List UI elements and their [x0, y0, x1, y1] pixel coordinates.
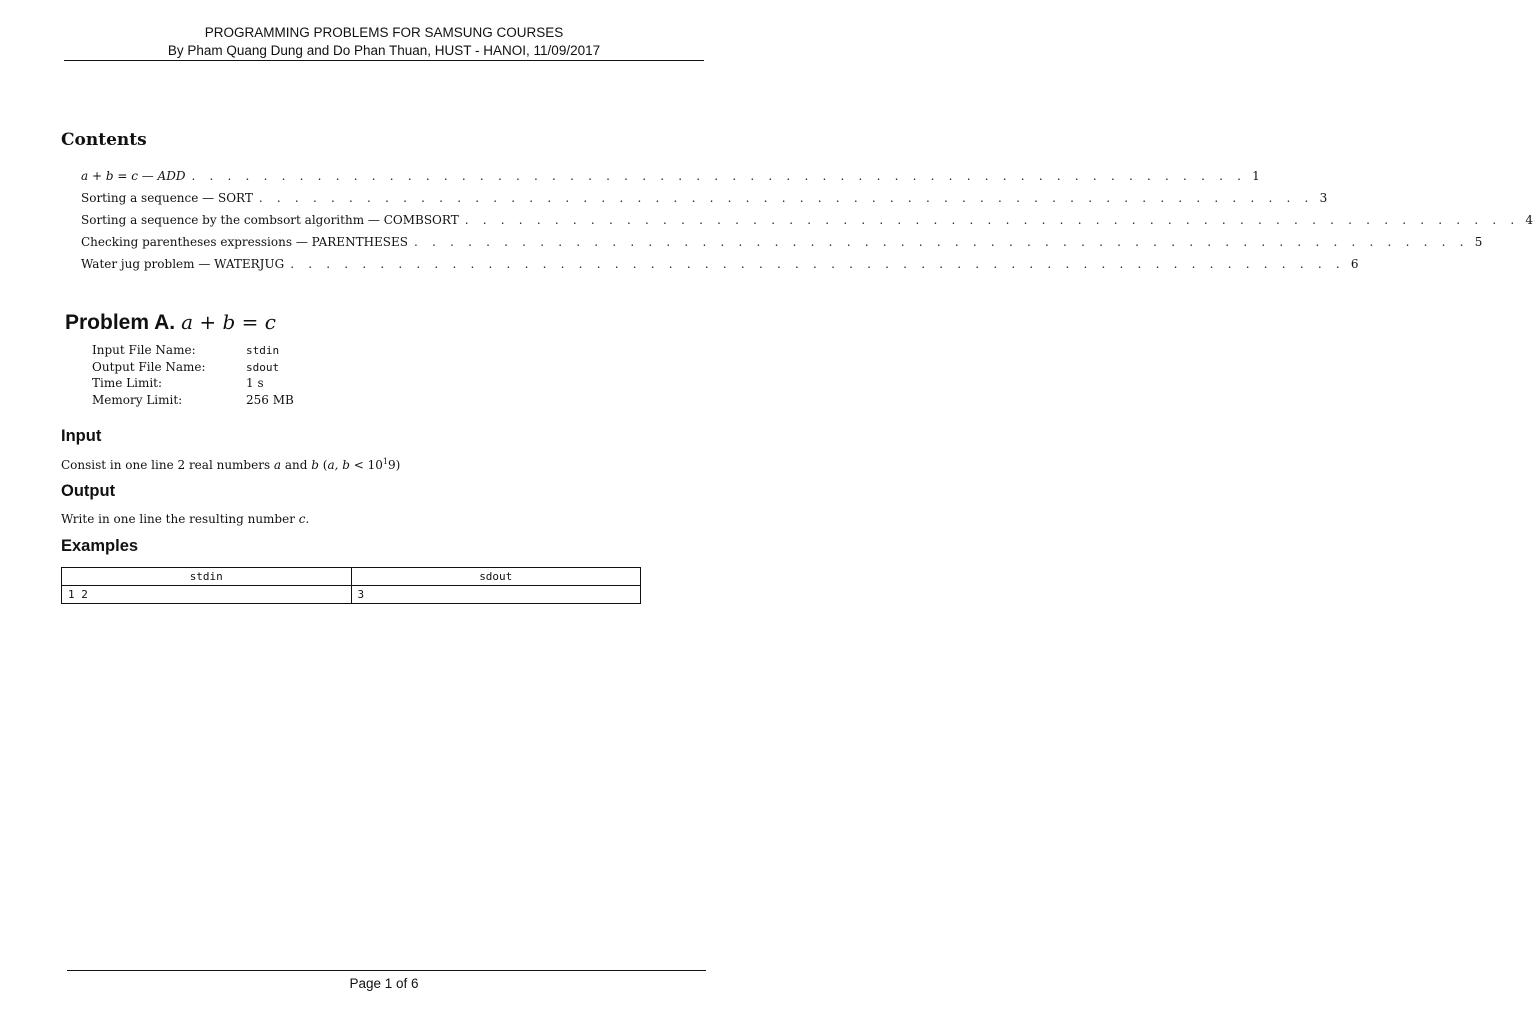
output-heading: Output	[61, 482, 116, 500]
meta-key: Input File Name:	[92, 343, 196, 357]
toc-item-page: 1	[1252, 169, 1260, 183]
toc-item-page: 5	[1474, 235, 1483, 249]
problem-label: Problem A.	[65, 311, 176, 334]
toc-leader-dots: . . . . . . . . . . . . . . . . . . . . . . . . . . . . . . . . . . . . . . . . . . . . . . . . . . . . . . . . . . .	[464, 213, 1520, 227]
toc-item[interactable]	[81, 191, 1328, 213]
toc-item-label: Water jug problem — WATERJUG	[81, 257, 285, 271]
meta-value: stdin	[246, 344, 280, 357]
output-description: Write in one line the resulting number c.	[61, 512, 310, 526]
table-header-row	[62, 568, 641, 586]
toc-item-page: 4	[1525, 213, 1533, 227]
input-description: Consist in one line 2 real numbers a and b (a, $b < 10^19$)	[61, 457, 401, 472]
toc-item[interactable]	[81, 169, 1260, 191]
meta-key: Time Limit:	[92, 376, 163, 390]
table-of-contents	[81, 169, 1533, 279]
toc-item-label: Sorting a sequence by the combsort algorithm — COMBSORT	[81, 213, 459, 227]
table-cell-stdin: 1 2	[62, 586, 352, 604]
meta-row	[92, 360, 294, 377]
table-cell-sdout: 3	[351, 586, 641, 604]
meta-key: Output File Name:	[92, 359, 206, 374]
problem-formula: a + b = c	[181, 310, 276, 334]
examples-heading: Examples	[61, 537, 139, 555]
input-heading: Input	[61, 427, 102, 445]
toc-item[interactable]	[81, 235, 1483, 257]
toc-item-page: 3	[1319, 191, 1328, 205]
table-row	[62, 586, 641, 604]
meta-row	[92, 343, 294, 360]
meta-row	[92, 393, 294, 410]
toc-item-page: 6	[1350, 257, 1359, 271]
header-divider	[64, 60, 704, 61]
problem-title	[65, 310, 276, 335]
page-header	[0, 24, 768, 60]
meta-value: 1 s	[246, 376, 264, 390]
toc-item-label: a + b = c — ADD	[81, 169, 186, 183]
footer-divider	[67, 970, 706, 971]
toc-leader-dots: . . . . . . . . . . . . . . . . . . . . . . . . . . . . . . . . . . . . . . . . . . . . . . . . . . . . . . . . . . .	[414, 235, 1469, 249]
meta-row	[92, 376, 294, 393]
toc-item[interactable]	[81, 213, 1533, 235]
page-number: Page 1 of 6	[349, 976, 419, 991]
contents-heading: Contents	[61, 130, 147, 150]
toc-item-label: Sorting a sequence — SORT	[81, 191, 253, 205]
toc-item-label: Checking parentheses expressions — PARENTHESES	[81, 235, 408, 249]
meta-value: sdout	[246, 360, 280, 374]
meta-value: 256 MB	[246, 392, 294, 407]
problem-metadata	[92, 343, 294, 409]
examples-table	[61, 567, 641, 604]
toc-item[interactable]	[81, 257, 1359, 279]
header-title: PROGRAMMING PROBLEMS FOR SAMSUNG COURSES	[204, 25, 564, 40]
toc-leader-dots: . . . . . . . . . . . . . . . . . . . . . . . . . . . . . . . . . . . . . . . . . . . . . . . . . . . . . . . . . . .	[290, 257, 1345, 271]
column-header-sdout: sdout	[351, 568, 641, 586]
header-authors: By Pham Quang Dung and Do Phan Thuan, HUST - HANOI, 11/09/2017	[167, 43, 601, 58]
column-header-stdin: stdin	[62, 568, 352, 586]
toc-leader-dots: . . . . . . . . . . . . . . . . . . . . . . . . . . . . . . . . . . . . . . . . . . . . . . . . . . . . . . . . . . .	[258, 191, 1314, 205]
meta-key: Memory Limit:	[92, 392, 183, 407]
toc-leader-dots: . . . . . . . . . . . . . . . . . . . . . . . . . . . . . . . . . . . . . . . . . . . . . . . . . . . . . . . . . . .	[191, 169, 1247, 183]
